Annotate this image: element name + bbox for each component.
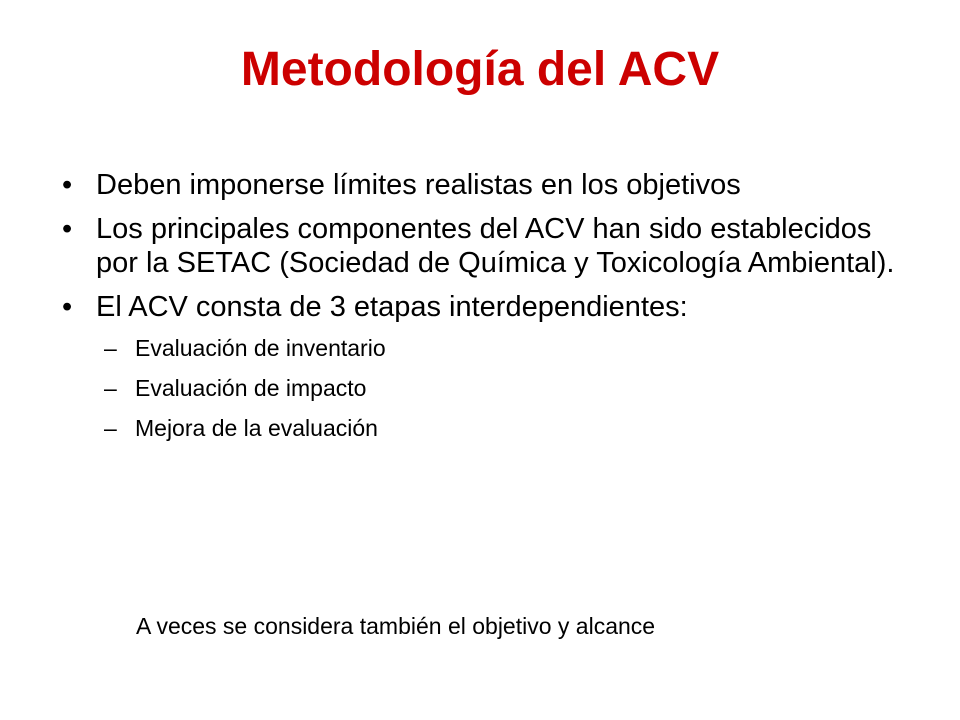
bullet-text: Los principales componentes del ACV han sido establecidos por la SETAC (Sociedad de Química y Toxicología Ambiental). xyxy=(96,213,895,279)
sub-bullet-item xyxy=(60,334,900,362)
bullet-item xyxy=(60,290,900,324)
bullet-item xyxy=(60,212,900,280)
sub-bullet-text: Mejora de la evaluación xyxy=(135,415,378,441)
sub-bullet-item xyxy=(60,414,900,442)
bullet-text: El ACV consta de 3 etapas interdependientes: xyxy=(96,291,688,323)
bullet-marker: • xyxy=(62,169,73,201)
bullet-item xyxy=(60,168,900,202)
sub-bullet-marker: – xyxy=(104,335,117,361)
sub-bullet-text: Evaluación de impacto xyxy=(135,375,367,401)
sub-bullet-marker: – xyxy=(104,415,117,441)
bullet-marker: • xyxy=(62,291,73,323)
bullet-list xyxy=(60,168,900,324)
slide-content xyxy=(60,168,900,454)
bullet-text: Deben imponerse límites realistas en los objetivos xyxy=(96,169,741,201)
slide-note: A veces se considera también el objetivo y alcance xyxy=(136,613,656,639)
sub-bullet-marker: – xyxy=(104,375,117,401)
bullet-marker: • xyxy=(62,213,73,245)
sub-bullet-text: Evaluación de inventario xyxy=(135,335,386,361)
sub-bullet-list xyxy=(60,334,900,442)
sub-bullet-item xyxy=(60,374,900,402)
slide-title: Metodología del ACV xyxy=(240,43,720,96)
